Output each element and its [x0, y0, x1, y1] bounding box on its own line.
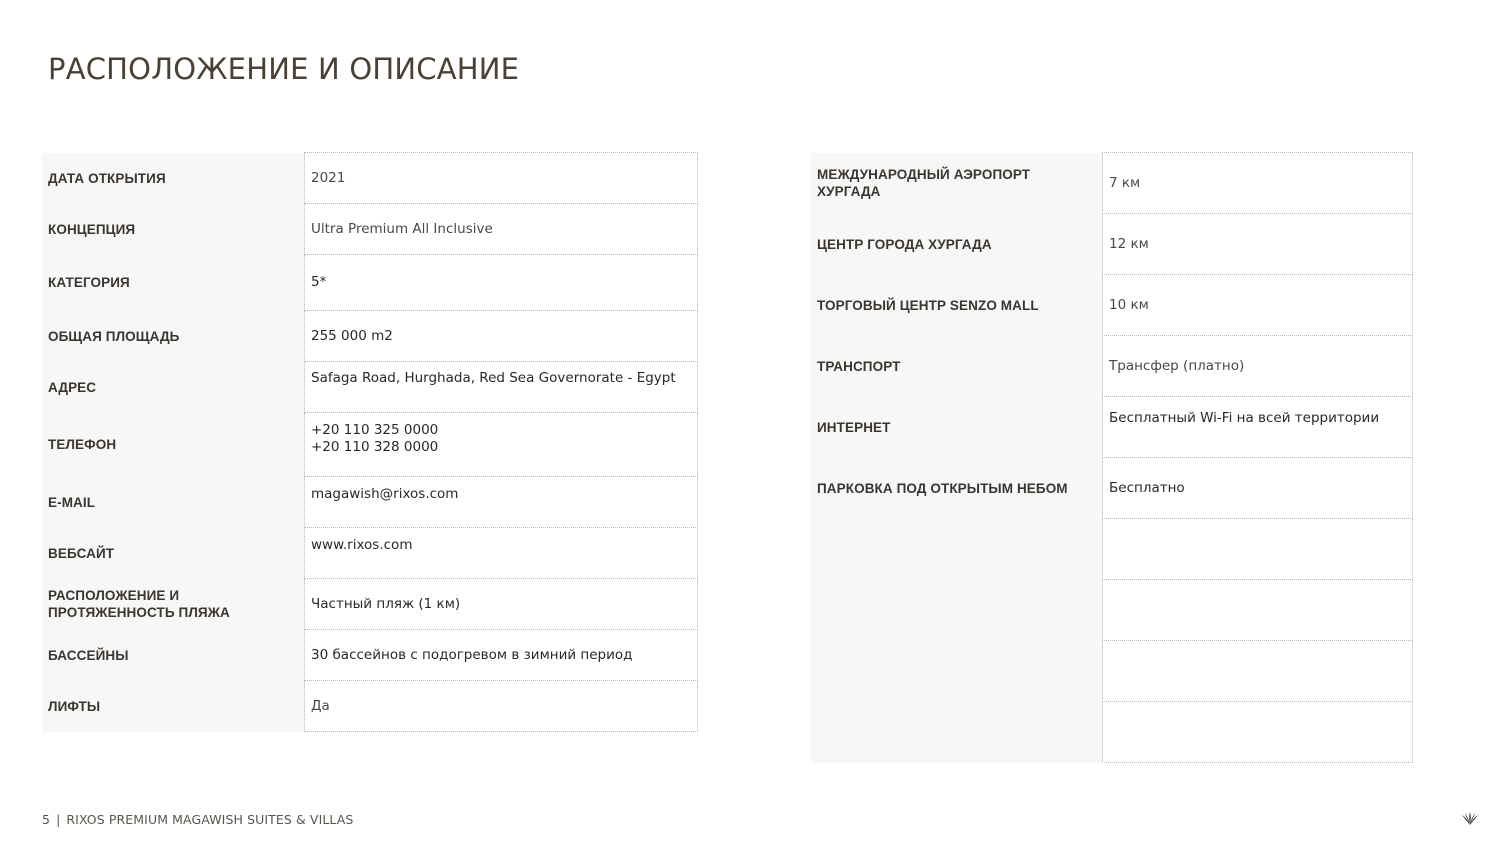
row-label: ВЕБСАЙТ — [42, 528, 305, 579]
row-label: ЦЕНТР ГОРОДА ХУРГАДА — [811, 214, 1103, 275]
row-label: РАСПОЛОЖЕНИЕ И ПРОТЯЖЕННОСТЬ ПЛЯЖА — [42, 579, 305, 630]
row-label: БАССЕЙНЫ — [42, 630, 305, 681]
rixos-tulip-logo-icon — [1460, 808, 1480, 828]
row-value: Частный пляж (1 км) — [305, 579, 698, 630]
row-label: ДАТА ОТКРЫТИЯ — [42, 153, 305, 204]
row-value: magawish@rixos.com — [305, 477, 698, 528]
row-value: Safaga Road, Hurghada, Red Sea Governorate - Egypt — [305, 362, 698, 413]
row-value: Ultra Premium All Inclusive — [305, 204, 698, 255]
row-label — [811, 580, 1103, 641]
row-label: ИНТЕРНЕТ — [811, 397, 1103, 458]
row-label: ТРАНСПОРТ — [811, 336, 1103, 397]
table-row — [811, 275, 1413, 336]
table-row — [42, 630, 698, 681]
row-value: 10 км — [1103, 275, 1413, 336]
row-label: E-MAIL — [42, 477, 305, 528]
row-value: Бесплатно — [1103, 458, 1413, 519]
table-row — [811, 519, 1413, 580]
row-label: МЕЖДУНАРОДНЫЙ АЭРОПОРТ ХУРГАДА — [811, 153, 1103, 214]
page-title: РАСПОЛОЖЕНИЕ И ОПИСАНИЕ — [48, 52, 520, 86]
page-footer — [42, 812, 353, 827]
table-row — [42, 579, 698, 630]
row-label: ОБЩАЯ ПЛОЩАДЬ — [42, 311, 305, 362]
row-label — [811, 702, 1103, 763]
row-label: АДРЕС — [42, 362, 305, 413]
row-value — [1103, 519, 1413, 580]
table-row — [42, 681, 698, 732]
row-value: Трансфер (платно) — [1103, 336, 1413, 397]
row-value: +20 110 325 0000 +20 110 328 0000 — [305, 413, 698, 477]
table-row — [811, 458, 1413, 519]
table-row — [42, 204, 698, 255]
table-row — [42, 153, 698, 204]
table-row — [42, 413, 698, 477]
row-label: ЛИФТЫ — [42, 681, 305, 732]
table-row — [42, 528, 698, 579]
table-row — [42, 477, 698, 528]
footer-separator: | — [56, 812, 61, 827]
table-row — [42, 255, 698, 311]
row-value — [1103, 702, 1413, 763]
hotel-info-table — [42, 152, 698, 732]
table-row — [42, 311, 698, 362]
row-label: КОНЦЕПЦИЯ — [42, 204, 305, 255]
table-row — [811, 641, 1413, 702]
table-row — [811, 397, 1413, 458]
row-label — [811, 641, 1103, 702]
row-value: 5* — [305, 255, 698, 311]
table-row — [811, 214, 1413, 275]
footer-text: RIXOS PREMIUM MAGAWISH SUITES & VILLAS — [66, 812, 354, 827]
row-label: ТОРГОВЫЙ ЦЕНТР SENZO MALL — [811, 275, 1103, 336]
row-value: www.rixos.com — [305, 528, 698, 579]
row-value: 2021 — [305, 153, 698, 204]
row-value — [1103, 580, 1413, 641]
table-row — [811, 580, 1413, 641]
row-label: КАТЕГОРИЯ — [42, 255, 305, 311]
row-value: 12 км — [1103, 214, 1413, 275]
table-row — [811, 336, 1413, 397]
location-info-table — [811, 152, 1413, 763]
row-label — [811, 519, 1103, 580]
row-label: ПАРКОВКА ПОД ОТКРЫТЫМ НЕБОМ — [811, 458, 1103, 519]
table-row — [811, 153, 1413, 214]
table-row — [811, 702, 1413, 763]
row-value: 30 бассейнов с подогревом в зимний период — [305, 630, 698, 681]
table-row — [42, 362, 698, 413]
row-value: 255 000 m2 — [305, 311, 698, 362]
row-value: 7 км — [1103, 153, 1413, 214]
row-value: Бесплатный Wi-Fi на всей территории — [1103, 397, 1413, 458]
row-value — [1103, 641, 1413, 702]
page-number: 5 — [42, 812, 51, 827]
row-label: ТЕЛЕФОН — [42, 413, 305, 477]
row-value: Да — [305, 681, 698, 732]
